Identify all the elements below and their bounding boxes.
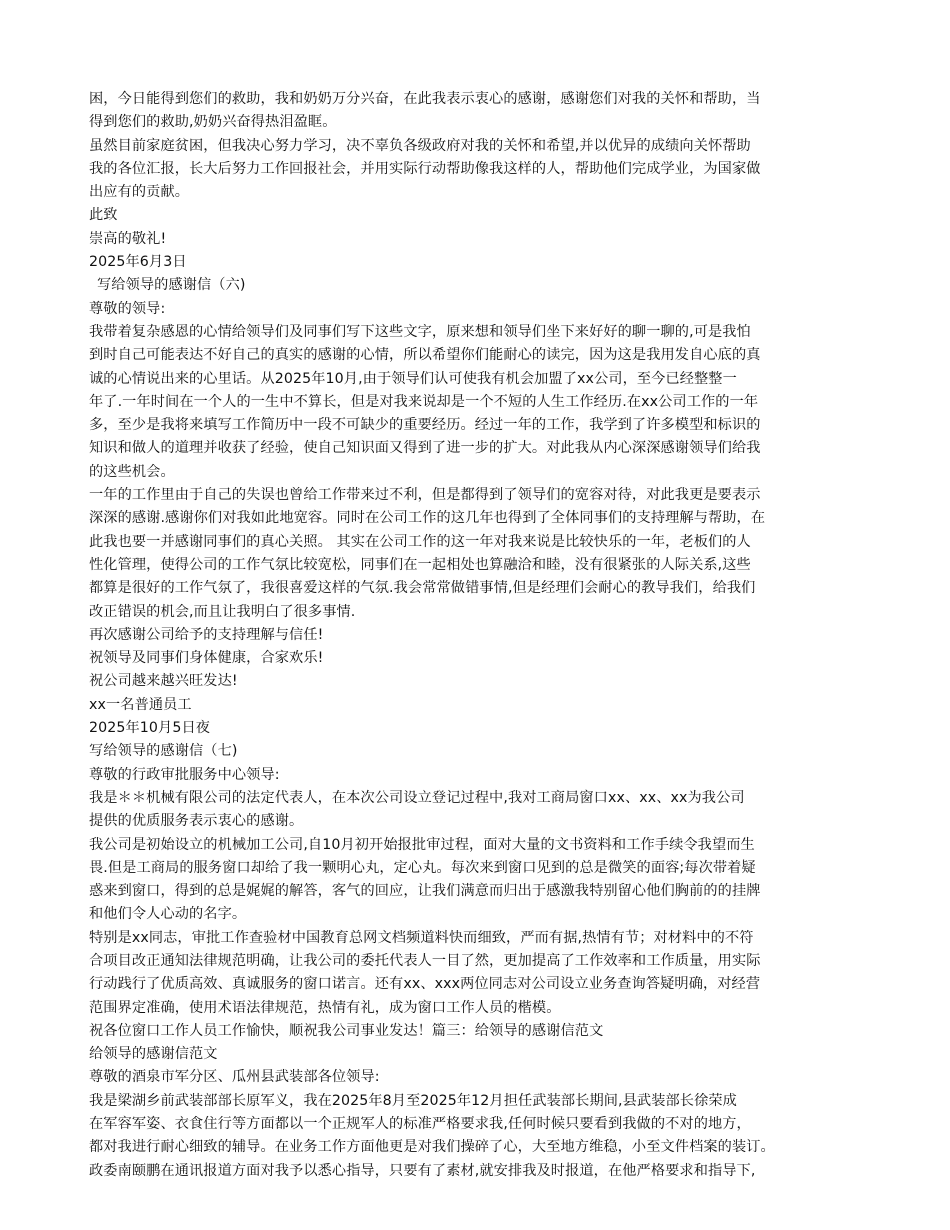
- text-line: 我公司是初始设立的机械加工公司,自10月初开始报批审过程，面对大量的文书资料和工作手续令我望而生: [89, 836, 755, 853]
- section-heading: 写给领导的感谢信（六): [97, 277, 246, 294]
- text-line: 我带着复杂感恩的心情给领导们及同事们写下这些文字，原来想和领导们坐下来好好的聊一聊的,可是我怕: [89, 323, 751, 340]
- letter-date: 2025年10月5日夜: [89, 720, 211, 737]
- text-line: 特别是xx同志，审批工作查验材中国教育总网文档频道料快而细致，严而有据,热情有节；对材料中的不符: [89, 929, 754, 946]
- letter-greeting: 尊敬的领导:: [89, 300, 166, 317]
- text-line: 在军容军姿、衣食住行等方面都以一个正规军人的标准严格要求我,任何时候只要看到我做的不对的地方，: [89, 1116, 751, 1133]
- text-line: 的这些机会。: [89, 463, 175, 480]
- text-line: 都对我进行耐心细致的辅导。在业务工作方面他更是对我们操碎了心，大至地方维稳，小至文件档案的装订。: [89, 1139, 775, 1156]
- text-line: 畏.但是工商局的服务窗口却给了我一颗明心丸，定心丸。每次来到窗口见到的总是微笑的面容;每次带着疑: [89, 859, 756, 876]
- text-line: 提供的优质服务表示衷心的感谢。: [89, 813, 304, 830]
- closing-salutation: 此致: [89, 207, 118, 224]
- text-line: 我是＊＊机械有限公司的法定代表人，在本次公司设立登记过程中,我对工商局窗口xx、xx、xx为我公司: [89, 789, 745, 806]
- letter-date: 2025年6月3日: [89, 254, 187, 271]
- text-line: 祝领导及同事们身体健康，合家欢乐!: [89, 650, 324, 667]
- text-line: 得到您们的救助,奶奶兴奋得热泪盈眶。: [89, 114, 337, 131]
- section-heading: 给领导的感谢信范文: [89, 1046, 218, 1063]
- text-line: 诚的心情说出来的心里话。从2025年10月,由于领导们认可使我有机会加盟了xx公司，至今已经整整一: [89, 370, 737, 387]
- text-line: 政委南颐鹏在通讯报道方面对我予以悉心指导，只要有了素材,就安排我及时报道，在他严格要求和指导下,: [89, 1162, 756, 1179]
- text-line: 祝各位窗口工作人员工作愉快，顺祝我公司事业发达！篇三：给领导的感谢信范文: [89, 1022, 604, 1039]
- text-line: 我是梁湖乡前武装部部长原军义，我在2025年8月至2025年12月担任武装部长期间,县武装部长徐荣成: [89, 1092, 737, 1109]
- text-line: 深深的感谢.感谢你们对我如此地宽容。同时在公司工作的这几年也得到了全体同事们的支持理解与帮助，在: [89, 510, 766, 527]
- document-body: [89, 88, 869, 1183]
- text-line: 行动践行了优质高效、真诚服务的窗口诺言。还有xx、xxx两位同志对公司设立业务查询答疑明确，对经营: [89, 976, 761, 993]
- letter-greeting: 尊敬的行政审批服务中心领导:: [89, 766, 280, 783]
- text-line: 虽然目前家庭贫困，但我决心努力学习，决不辜负各级政府对我的关怀和希望,并以优异的成绩向关怀帮助: [89, 137, 751, 154]
- text-line: 合项目改正通知法律规范明确，让我公司的委托代表人一目了然，更加提高了工作效率和工作质量，用实际: [89, 952, 761, 969]
- closing-respect: 崇高的敬礼!: [89, 230, 167, 247]
- text-line: 再次感谢公司给予的支持理解与信任!: [89, 626, 324, 643]
- text-line: 此我也要一并感谢同事们的真心关照。 其实在公司工作的这一年对我来说是比较快乐的一年，老板们的人: [89, 533, 751, 550]
- text-line: 惑来到窗口，得到的总是娓娓的解答，客气的回应，让我们满意而归出于感激我特别留心他们胸前的的挂牌: [89, 883, 761, 900]
- text-line: 多，至少是我将来填写工作简历中一段不可缺少的重要经历。经过一年的工作，我学到了许多模型和标识的: [89, 417, 761, 434]
- letter-signature: xx一名普通员工: [89, 696, 192, 713]
- text-line: 一年的工作里由于自己的失误也曾给工作带来过不利，但是都得到了领导们的宽容对待，对此我更是要表示: [89, 487, 761, 504]
- text-line: 祝公司越来越兴旺发达!: [89, 673, 238, 690]
- text-line: 性化管理，使得公司的工作气氛比较宽松，同事们在一起相处也算融洽和睦，没有很紧张的人际关系,这些: [89, 556, 751, 573]
- letter-greeting: 尊敬的酒泉市军分区、瓜州县武装部各位领导:: [89, 1069, 380, 1086]
- text-line: 知识和做人的道理并收获了经验，使自己知识面又得到了进一步的扩大。对此我从内心深深感谢领导们给我: [89, 440, 761, 457]
- text-line: 改正错误的机会,而且让我明白了很多事情.: [89, 603, 356, 620]
- text-line: 出应有的贡献。: [89, 184, 190, 201]
- text-line: 到时自己可能表达不好自己的真实的感谢的心情，所以希望你们能耐心的读完，因为这是我用发自心底的真: [89, 347, 761, 364]
- text-line: 范围界定准确，使用术语法律规范，热情有礼，成为窗口工作人员的楷模。: [89, 999, 561, 1016]
- text-line: 年了.一年时间在一个人的一生中不算长，但是对我来说却是一个不短的人生工作经历.在xx公司工作的一年: [89, 393, 759, 410]
- text-line: 和他们令人心动的名字。: [89, 906, 247, 923]
- text-line: 我的各位汇报，长大后努力工作回报社会，并用实际行动帮助像我这样的人，帮助他们完成学业，为国家做: [89, 160, 761, 177]
- text-line: 都算是很好的工作气氛了，我很喜爱这样的气氛.我会常常做错事情,但是经理们会耐心的教导我们，给我们: [89, 580, 756, 597]
- text-line: 困，今日能得到您们的救助，我和奶奶万分兴奋，在此我表示衷心的感谢，感谢您们对我的关怀和帮助，当: [89, 91, 761, 107]
- section-heading: 写给领导的感谢信（七): [89, 743, 238, 760]
